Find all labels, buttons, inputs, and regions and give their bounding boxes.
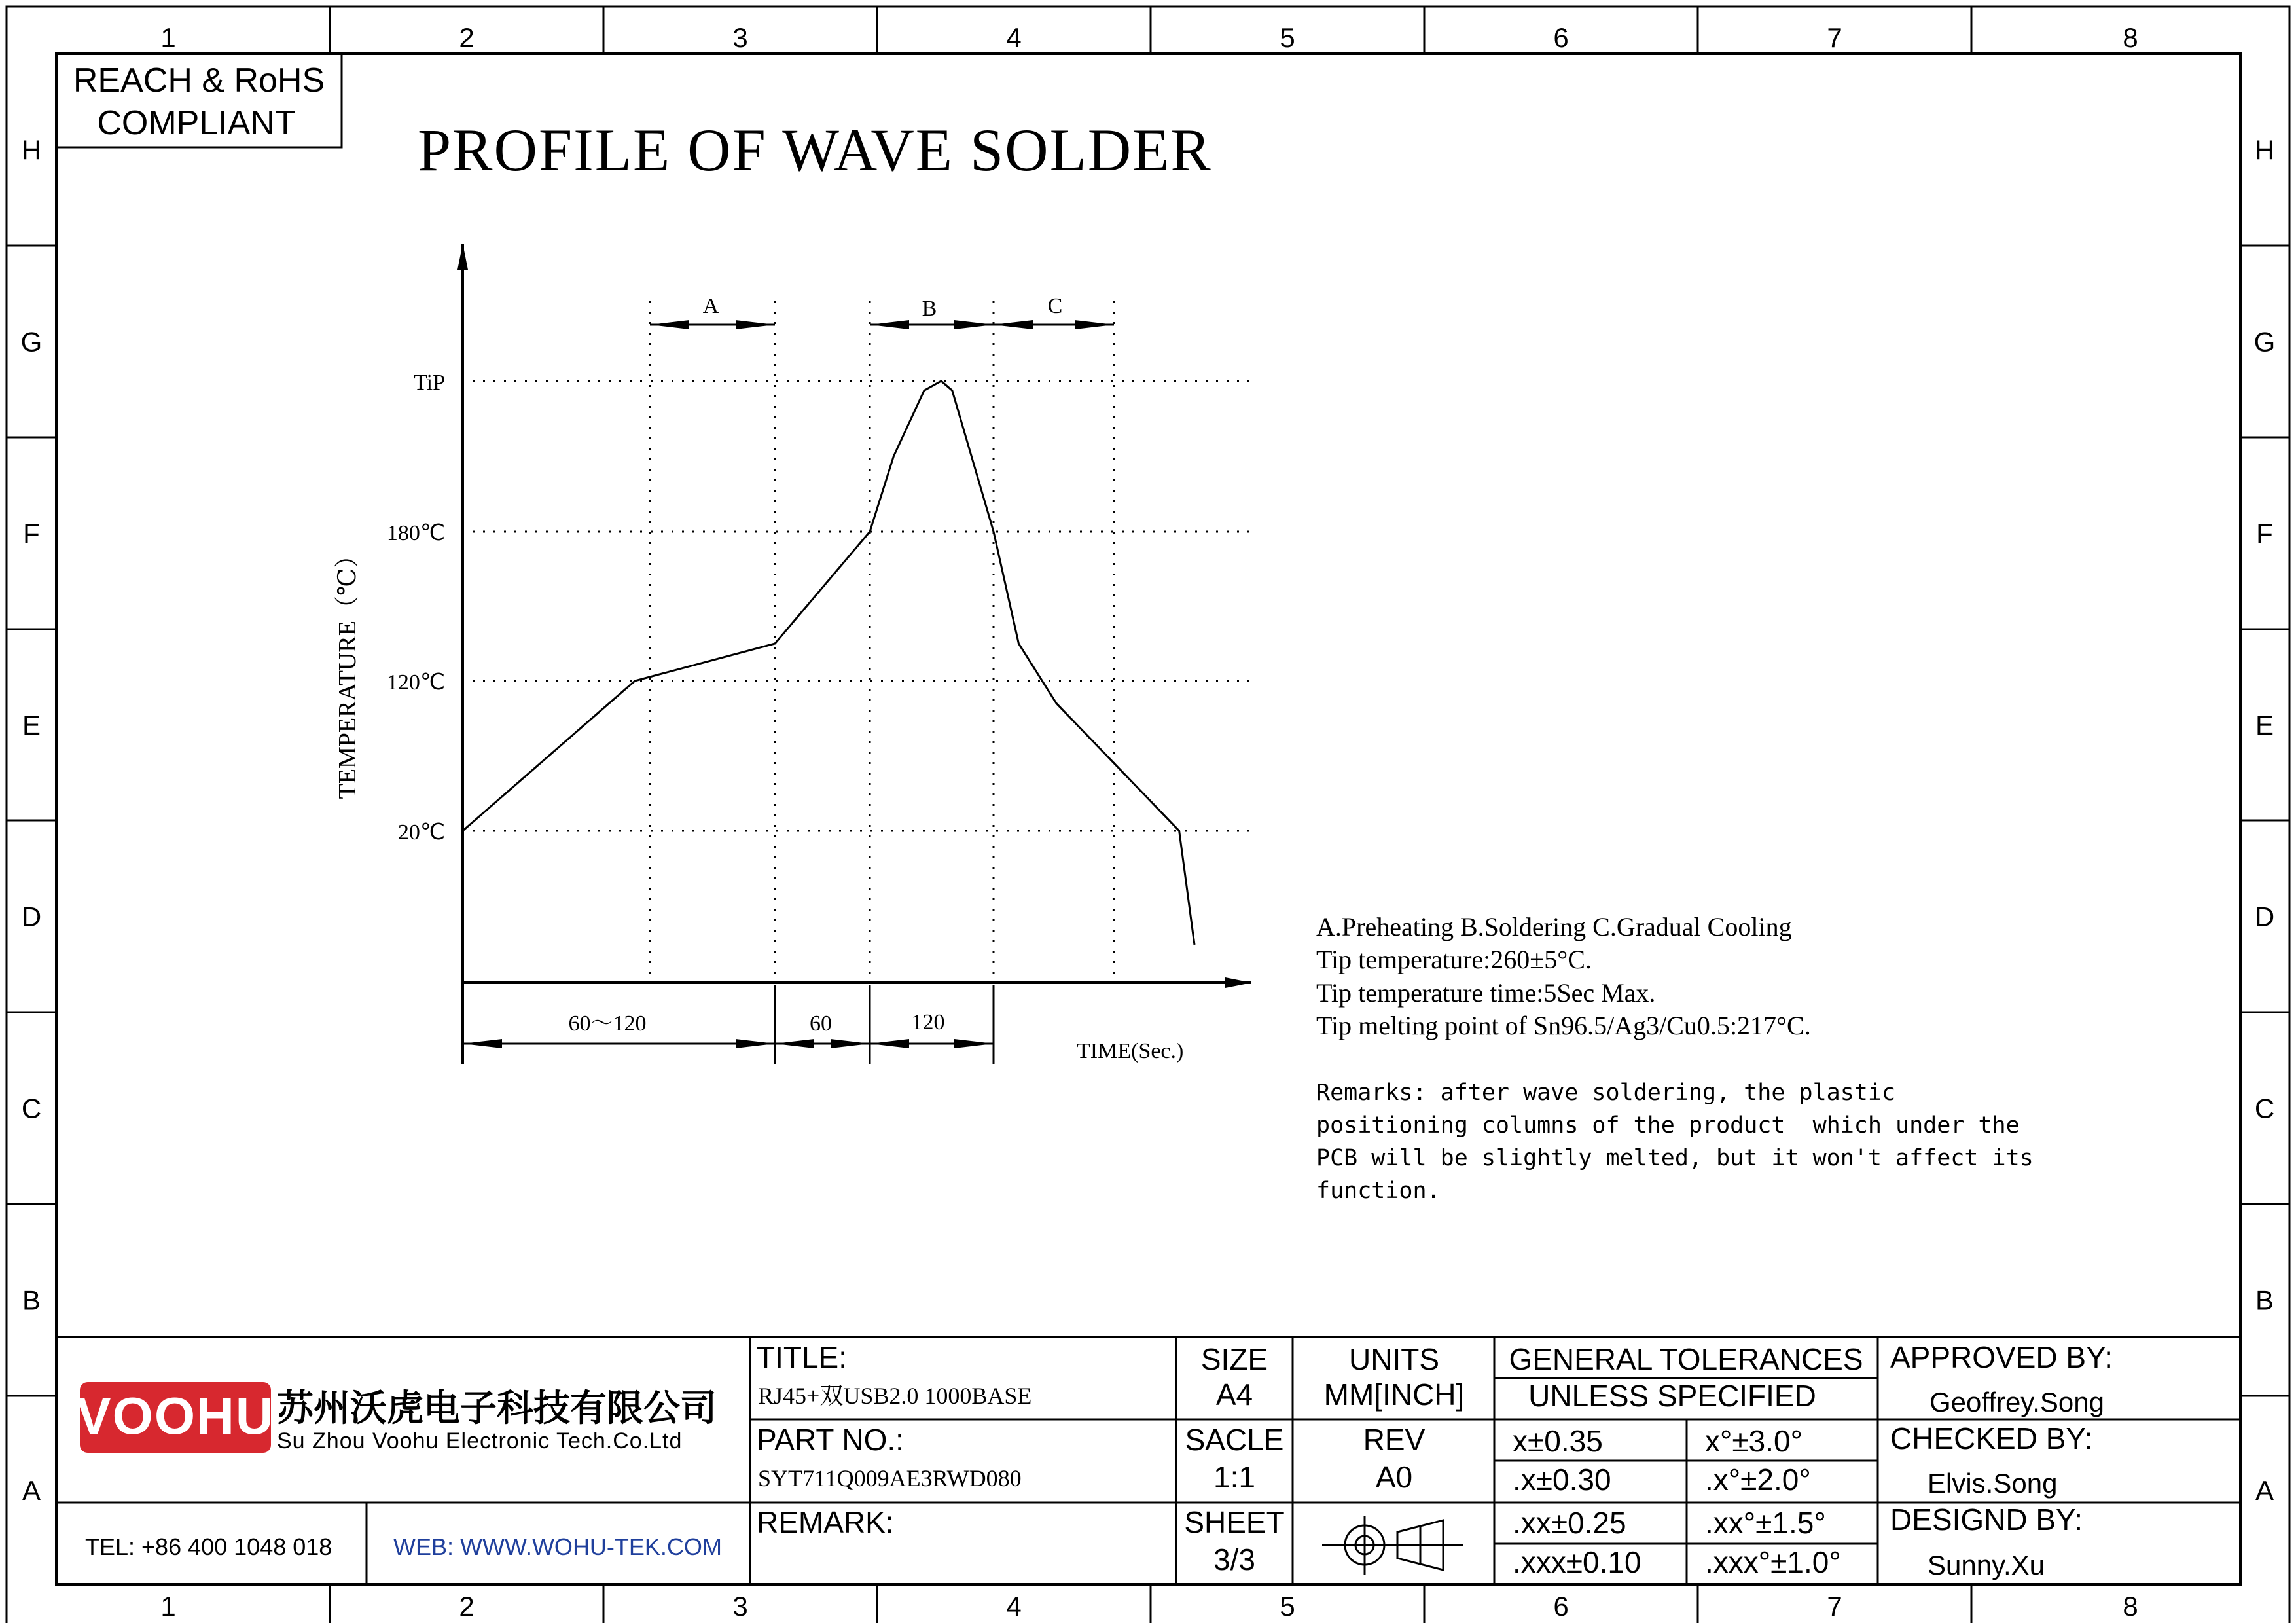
remark-line: PCB will be slightly melted, but it won't affect its (1316, 1145, 2034, 1171)
y-tick-label: 20℃ (397, 820, 445, 845)
tolerances-subheading: UNLESS SPECIFIED (1528, 1379, 1816, 1413)
zone-column-label: 2 (459, 22, 475, 53)
note-line: Tip melting point of Sn96.5/Ag3/Cu0.5:217°C. (1316, 1011, 1811, 1040)
zone-column-label: 6 (1553, 22, 1569, 53)
note-line: Tip temperature time:5Sec Max. (1316, 978, 1656, 1008)
drawing-frame (7, 7, 2289, 1623)
size-label: SIZE (1200, 1342, 1268, 1376)
remark-line: positioning columns of the product which under the (1316, 1112, 2020, 1139)
y-axis-label: TEMPERATURE（℃） (334, 543, 361, 799)
remarks-block (1316, 1080, 2034, 1204)
designed-by-value: Sunny.Xu (1928, 1550, 2045, 1580)
note-line: A.Preheating B.Soldering C.Gradual Cooling (1316, 912, 1792, 941)
zone-column-label: 6 (1553, 1591, 1569, 1622)
tolerance-linear: x±0.35 (1513, 1424, 1603, 1458)
phase-label-c: C (1047, 294, 1063, 318)
part-no-label: PART NO.: (757, 1423, 904, 1457)
zone-row-label: H (21, 134, 42, 166)
tolerance-angular: .x°±2.0° (1705, 1463, 1811, 1497)
y-tick-label: 180℃ (386, 521, 445, 545)
zone-row-label: D (21, 901, 42, 932)
logo-text: VOOHU (76, 1387, 275, 1445)
compliance-line-1: REACH & RoHS (73, 62, 325, 100)
phase-label-b: B (922, 297, 937, 321)
phase-guide-lines (650, 301, 1114, 976)
scale-label: SACLE (1185, 1423, 1284, 1457)
part-no-value: SYT711Q009AE3RWD080 (758, 1465, 1022, 1491)
zone-row-label: C (2254, 1093, 2275, 1124)
units-label: UNITS (1349, 1342, 1439, 1376)
profile-points (463, 381, 1194, 945)
solder-profile-chart (334, 244, 1251, 1064)
zone-row-label: B (2255, 1285, 2274, 1316)
remark-line: function. (1316, 1178, 1441, 1204)
zone-row-label: D (2254, 901, 2275, 932)
zone-column-label: 2 (459, 1591, 475, 1622)
approved-by-value: Geoffrey.Song (1929, 1387, 2104, 1417)
zone-row-label: F (23, 518, 40, 549)
zone-column-label: 7 (1827, 1591, 1842, 1622)
zone-markers (7, 7, 2289, 1623)
tolerances-heading: GENERAL TOLERANCES (1509, 1342, 1863, 1376)
zone-column-label: 5 (1280, 22, 1295, 53)
zone-row-label: C (21, 1093, 42, 1124)
company-name-en: Su Zhou Voohu Electronic Tech.Co.Ltd (277, 1429, 683, 1453)
title-label: TITLE: (757, 1340, 848, 1374)
zone-column-label: 4 (1006, 1591, 1022, 1622)
zone-column-label: 8 (2123, 22, 2138, 53)
size-value: A4 (1215, 1377, 1253, 1412)
zone-column-label: 3 (732, 1591, 748, 1622)
zone-row-label: F (2256, 518, 2273, 549)
company-tel: TEL: +86 400 1048 018 (85, 1533, 332, 1560)
drawing-title: PROFILE OF WAVE SOLDER (418, 117, 1212, 183)
compliance-line-2: COMPLIANT (97, 104, 296, 142)
temperature-profile-curve (463, 381, 1194, 945)
zone-column-label: 8 (2123, 1591, 2138, 1622)
rev-label: REV (1363, 1423, 1426, 1457)
scale-value: 1:1 (1213, 1460, 1255, 1494)
checked-by-value: Elvis.Song (1928, 1468, 2058, 1499)
zone-column-label: 5 (1280, 1591, 1295, 1622)
process-notes (1316, 912, 1811, 1040)
phase-label-a: A (702, 294, 719, 318)
zone-column-label: 3 (732, 22, 748, 53)
tolerance-angular: x°±3.0° (1705, 1424, 1803, 1458)
y-tick-label: TiP (414, 371, 445, 395)
compliance-box (56, 54, 342, 147)
time-segment-label: 120 (911, 1010, 945, 1034)
zone-column-label: 1 (160, 1591, 176, 1622)
company-logo (76, 1382, 274, 1453)
remark-line: Remarks: after wave soldering, the plastic (1316, 1080, 1896, 1106)
approved-by-label: APPROVED BY: (1890, 1340, 2113, 1374)
designed-by-label: DESIGND BY: (1890, 1503, 2083, 1537)
title-value: RJ45+双USB2.0 1000BASE (758, 1383, 1032, 1409)
zone-row-label: A (2255, 1475, 2274, 1506)
zone-row-label: G (2253, 326, 2276, 357)
tolerance-angular: .xx°±1.5° (1705, 1506, 1826, 1540)
tolerance-linear: .x±0.30 (1513, 1463, 1611, 1497)
tolerance-linear: .xxx±0.10 (1513, 1545, 1641, 1579)
zone-row-label: B (22, 1285, 41, 1316)
zone-column-label: 1 (160, 22, 176, 53)
x-axis-label: TIME(Sec.) (1077, 1039, 1184, 1063)
zone-row-label: E (2255, 710, 2274, 740)
third-angle-projection-icon (1322, 1516, 1463, 1575)
checked-by-label: CHECKED BY: (1890, 1421, 2093, 1455)
zone-row-label: G (20, 326, 43, 357)
temperature-guide-lines (473, 381, 1251, 831)
zone-column-label: 4 (1006, 22, 1022, 53)
zone-labels (21, 22, 2276, 1622)
tolerance-angular: .xxx°±1.0° (1705, 1545, 1841, 1579)
company-name-cn: 苏州沃虎电子科技有限公司 (277, 1387, 717, 1429)
company-web: WEB: WWW.WOHU-TEK.COM (393, 1533, 722, 1560)
zone-row-label: A (22, 1475, 41, 1506)
sheet-value: 3/3 (1213, 1542, 1255, 1577)
time-segment-label: 60～120 (568, 1012, 647, 1036)
zone-column-label: 7 (1827, 22, 1842, 53)
zone-row-label: E (22, 710, 41, 740)
tolerance-linear: .xx±0.25 (1513, 1506, 1626, 1540)
zone-row-label: H (2254, 134, 2275, 166)
sheet-label: SHEET (1184, 1505, 1285, 1539)
y-tick-label: 120℃ (386, 670, 445, 695)
note-line: Tip temperature:260±5°C. (1316, 945, 1592, 974)
rev-value: A0 (1375, 1460, 1413, 1494)
time-segment-label: 60 (810, 1012, 832, 1036)
units-value: MM[INCH] (1323, 1377, 1465, 1412)
remark-label: REMARK: (757, 1505, 894, 1539)
